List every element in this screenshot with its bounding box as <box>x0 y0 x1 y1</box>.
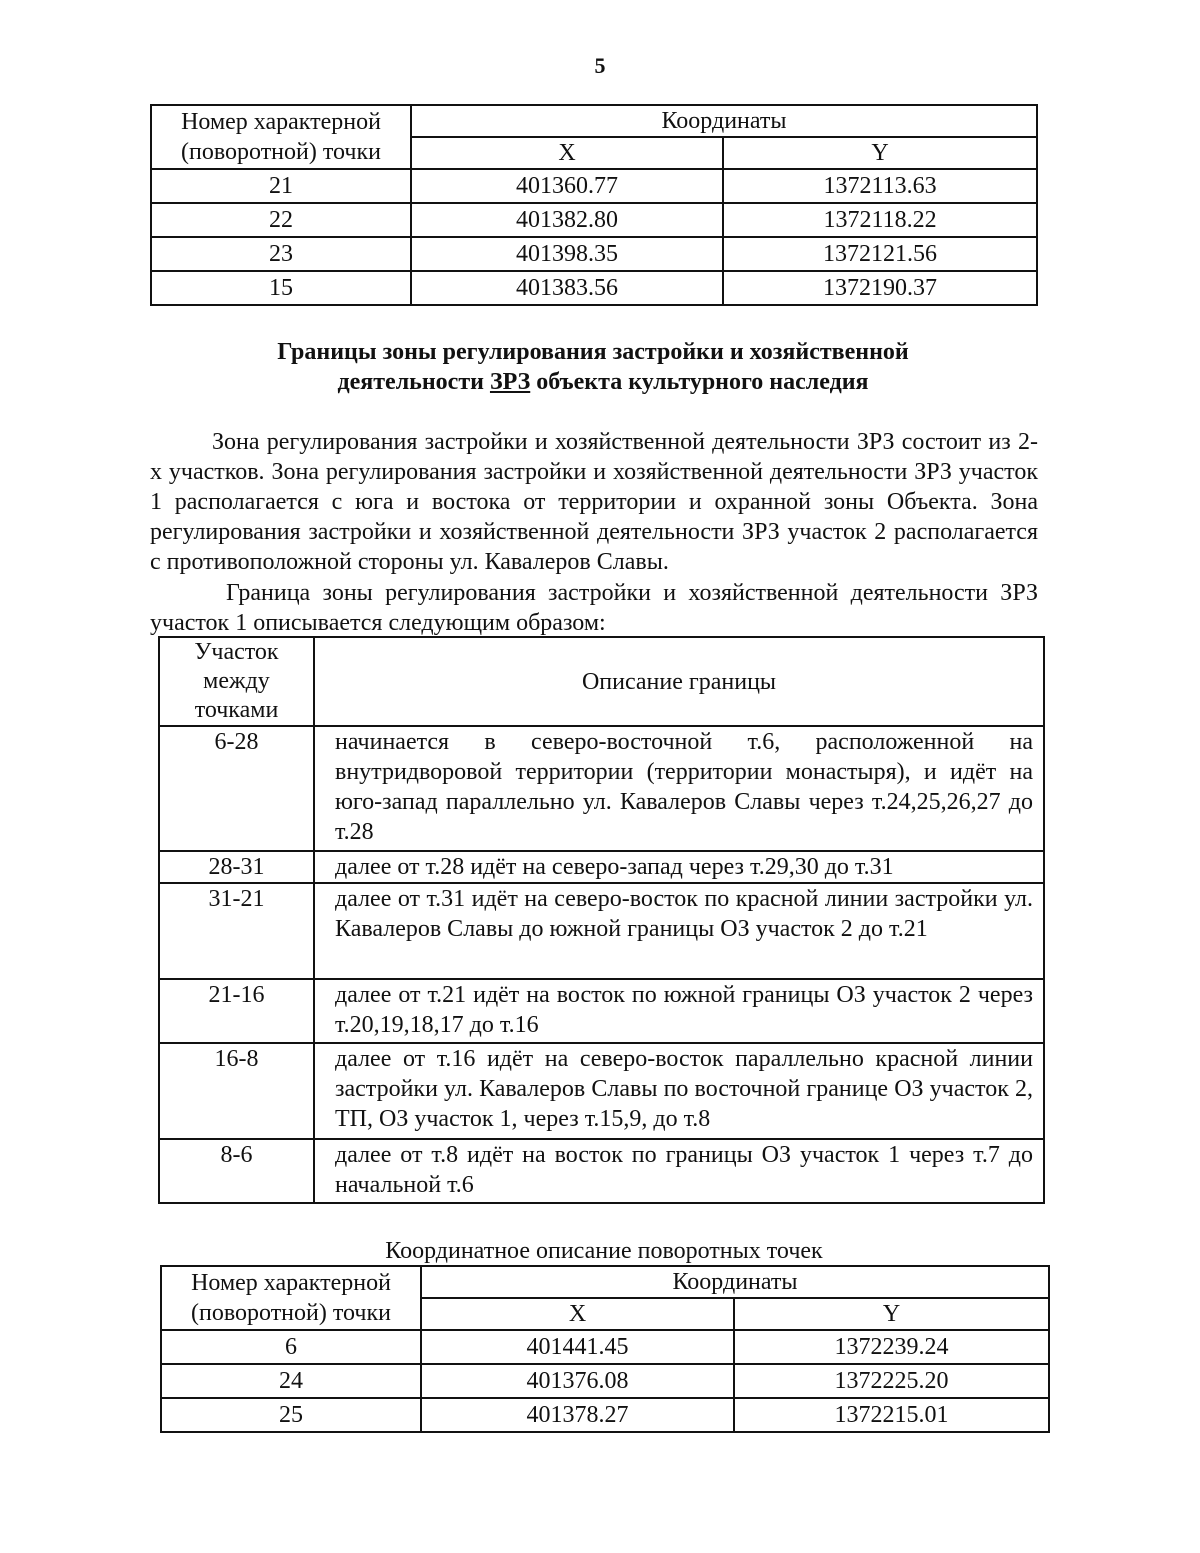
boundary-description: начинается в северо-восточной т.6, расположенной на внутридворовой территории (территории монастыря), и идёт на юго-запад параллельно ул. Кавалеров Славы через т.24,25,26,27 до т.28 <box>314 726 1044 851</box>
point-number: 24 <box>161 1364 421 1398</box>
table-row <box>151 237 1037 271</box>
heading-line-1: Границы зоны регулирования застройки и хозяйственной <box>277 339 909 365</box>
point-number: 25 <box>161 1398 421 1432</box>
coord-x: 401382.80 <box>411 203 723 237</box>
paragraph-zone-description: Зона регулирования застройки и хозяйственной деятельности ЗРЗ состоит из 2-х участков. Зона регулирования застройки и хозяйственной деятельности ЗРЗ участок 1 располагается с юга и востока от территории и охранной зоны Объекта. Зона регулирования застройки и хозяйственной деятельности ЗРЗ участок 2 располагается с противоположной стороны ул. Кавалеров Славы. <box>150 429 1038 575</box>
coord-y: 1372118.22 <box>723 203 1037 237</box>
coord-x: 401441.45 <box>421 1330 734 1364</box>
table-row <box>159 1043 1044 1139</box>
segment: 28-31 <box>159 851 314 883</box>
paragraph-boundary-intro: Граница зоны регулирования застройки и хозяйственной деятельности ЗРЗ участок 1 описывается следующим образом: <box>150 580 1038 636</box>
table-row <box>159 851 1044 883</box>
boundary-description: далее от т.31 идёт на северо-восток по красной линии застройки ул. Кавалеров Славы до южной границы ОЗ участок 2 до т.21 <box>314 883 1044 979</box>
table-row <box>161 1398 1049 1432</box>
point-number: 15 <box>151 271 411 305</box>
coordinates-table-1 <box>150 104 1038 306</box>
table-row <box>159 883 1044 979</box>
table-row <box>161 1364 1049 1398</box>
heading-zone-code: ЗРЗ <box>489 369 531 395</box>
page-number: 5 <box>594 53 606 78</box>
coord-y: 1372215.01 <box>734 1398 1049 1432</box>
header-coordinates: Координаты <box>411 105 1037 137</box>
coordinates-table-2 <box>160 1265 1050 1433</box>
coord-x: 401360.77 <box>411 169 723 203</box>
table-row <box>151 271 1037 305</box>
boundary-description: далее от т.8 идёт на восток по границы ОЗ участок 1 через т.7 до начальной т.6 <box>314 1139 1044 1203</box>
point-number: 6 <box>161 1330 421 1364</box>
point-number: 23 <box>151 237 411 271</box>
header-y: Y <box>734 1298 1049 1330</box>
boundary-description-table <box>158 636 1045 1204</box>
boundary-description: далее от т.28 идёт на северо-запад через т.29,30 до т.31 <box>314 851 1044 883</box>
segment: 6-28 <box>159 726 314 851</box>
header-point-number: Номер характерной (поворотной) точки <box>151 105 411 169</box>
header-x: X <box>421 1298 734 1330</box>
coord-y: 1372239.24 <box>734 1330 1049 1364</box>
header-segment: Участок между точками <box>159 637 314 726</box>
header-description: Описание границы <box>314 637 1044 726</box>
coordinates-caption: Координатное описание поворотных точек <box>385 1238 823 1264</box>
header-point-number: Номер характерной (поворотной) точки <box>161 1266 421 1330</box>
segment: 31-21 <box>159 883 314 979</box>
table-row <box>151 169 1037 203</box>
table-row <box>159 979 1044 1043</box>
coord-x: 401378.27 <box>421 1398 734 1432</box>
coord-x: 401398.35 <box>411 237 723 271</box>
heading-line-2 <box>150 367 1036 397</box>
section-heading <box>150 337 1036 397</box>
coord-y: 1372113.63 <box>723 169 1037 203</box>
coord-x: 401383.56 <box>411 271 723 305</box>
heading-line-2-pre: деятельности <box>337 369 484 395</box>
header-x: X <box>411 137 723 169</box>
segment: 8-6 <box>159 1139 314 1203</box>
table-row <box>151 203 1037 237</box>
boundary-description: далее от т.16 идёт на северо-восток параллельно красной линии застройки ул. Кавалеров Славы по восточной границе ОЗ участок 2, ТП, ОЗ участок 1, через т.15,9, до т.8 <box>314 1043 1044 1139</box>
header-coordinates: Координаты <box>421 1266 1049 1298</box>
point-number: 22 <box>151 203 411 237</box>
point-number: 21 <box>151 169 411 203</box>
coord-y: 1372190.37 <box>723 271 1037 305</box>
table-row <box>159 726 1044 851</box>
table-row <box>159 1139 1044 1203</box>
coord-y: 1372121.56 <box>723 237 1037 271</box>
coord-y: 1372225.20 <box>734 1364 1049 1398</box>
boundary-description: далее от т.21 идёт на восток по южной границы ОЗ участок 2 через т.20,19,18,17 до т.16 <box>314 979 1044 1043</box>
coord-x: 401376.08 <box>421 1364 734 1398</box>
segment: 21-16 <box>159 979 314 1043</box>
segment: 16-8 <box>159 1043 314 1139</box>
heading-line-2-post: объекта культурного наследия <box>536 369 869 395</box>
header-y: Y <box>723 137 1037 169</box>
table-row <box>161 1330 1049 1364</box>
